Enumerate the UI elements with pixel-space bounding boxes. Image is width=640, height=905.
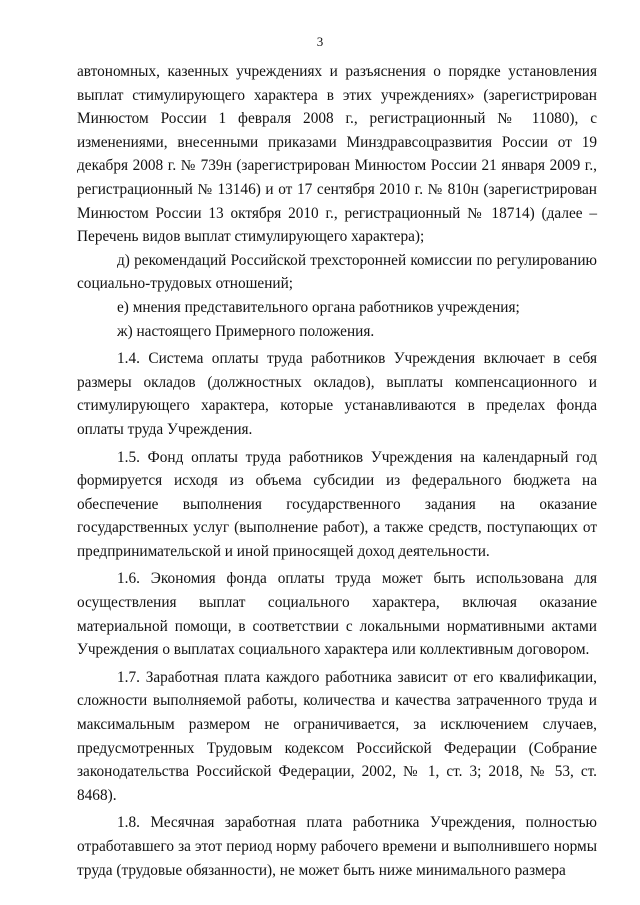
- paragraph-1-7: 1.7. Заработная плата каждого работника зависит от его квалификации, сложности выполняемой работы, количества и качества затраченного труда и максимальным размером не ограничивается, за исключением случаев, предусмотренных Трудовым кодексом Российской Федерации (Собрание законодательства Российской Федерации, 2002, № 1, ст. 3; 2018, № 53, ст. 8468).: [77, 668, 597, 804]
- paragraph-1-8: 1.8. Месячная заработная плата работника Учреждения, полностью отработавшего за этот период норму рабочего времени и выполнившего нормы труда (трудовые обязанности), не может быть ниже минимального размера: [77, 814, 597, 879]
- paragraph-item-d: д) рекомендаций Российской трехсторонней комиссии по регулированию социально-трудовых отношений;: [77, 251, 597, 293]
- paragraph-1-4: 1.4. Система оплаты труда работников Учреждения включает в себя размеры окладов (должностных окладов), выплаты компенсационного и стимулирующего характера, которые устанавливаются в пределах фонда оплаты труда Учреждения.: [77, 350, 597, 438]
- paragraph-1-6: 1.6. Экономия фонда оплаты труда может быть использована для осуществления выплат социального характера, включая оказание материальной помощи, в соответствии с локальными нормативными актами Учреждения о выплатах социального характера или коллективным договором.: [77, 570, 597, 659]
- document-body: [77, 60, 597, 882]
- page-number: 3: [316, 34, 324, 49]
- paragraph-item-e: е) мнения представительного органа работников учреждения;: [117, 298, 520, 316]
- paragraph-item-zh: ж) настоящего Примерного положения.: [117, 322, 375, 340]
- paragraph-1-5: 1.5. Фонд оплаты труда работников Учреждения на календарный год формируется исходя из объема субсидии из федерального бюджета на обеспечение выполнения государственного задания на оказание государственных услуг (выполнение работ), а также средств, поступающих от предпринимательской и иной приносящей доход деятельности.: [77, 448, 597, 560]
- paragraph-continuation: автономных, казенных учреждениях и разъяснения о порядке установления выплат стимулирующего характера в этих учреждениях» (зарегистрирован Минюстом России 1 февраля 2008 г., регистрационный № 11080), с изменениями, внесенными приказами Минздравсоцразвития России от 19 декабря 2008 г. № 739н (зарегистрирован Минюстом России 21 января 2009 г., регистрационный № 13146) и от 17 сентября 2010 г. № 810н (зарегистрирован Минюстом России 13 октября 2010 г., регистрационный № 18714) (далее – Перечень видов выплат стимулирующего характера);: [77, 63, 597, 246]
